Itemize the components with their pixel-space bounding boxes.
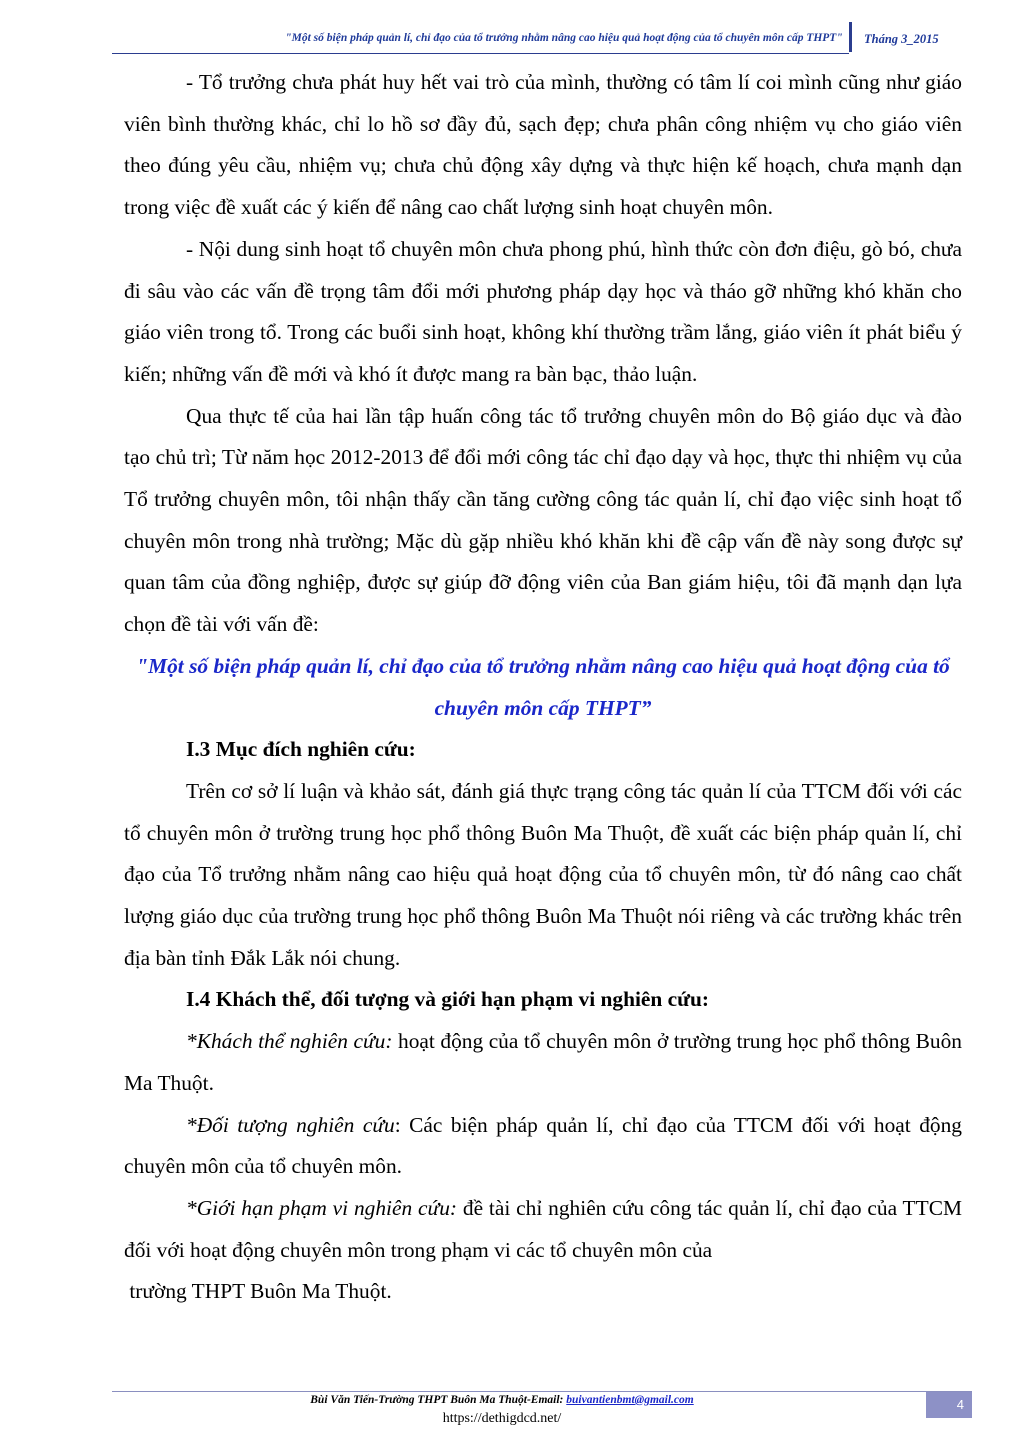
page-header [112,22,967,54]
paragraph-research-object [124,1105,962,1188]
header-date: Tháng 3_2015 [864,32,939,46]
paragraph-research-scope [124,1188,962,1271]
research-scope-last-line: trường THPT Buôn Ma Thuột. [129,1279,392,1304]
header-rule [112,53,849,54]
page-number: 4 [956,1397,964,1412]
header-title: "Một số biện pháp quản lí, chỉ đạo của tổ trưởng nhằm nâng cao hiệu quả hoạt động của tổ chuyên môn cấp THPT" [285,32,843,44]
footer-rule [112,1391,972,1392]
section-heading-1-3: I.3 Mục đích nghiên cứu: [186,737,416,762]
research-subject-label: *Khách thể nghiên cứu: [186,1029,393,1054]
page-footer [112,1394,892,1406]
paragraph-research-scope-end [124,1271,962,1313]
research-scope-label: *Giới hạn phạm vi nghiên cứu: [186,1195,458,1220]
paragraph-research-subject [124,1021,962,1104]
research-object-label: *Đối tượng nghiên cứu [186,1112,395,1137]
research-scope-text: đề tài chỉ nghiên cứu công tác quản lí, chỉ đạo của TTCM đối với hoạt động chuyên môn trong phạm vi các tổ chuyên môn của [124,1195,962,1262]
document-body [124,62,962,1313]
source-url: https://dethigdcd.net/ [442,1411,562,1426]
paragraph-4: Trên cơ sở lí luận và khảo sát, đánh giá thực trạng công tác quản lí của TTCM đối với các tổ chuyên môn ở trường trung học phổ thông Buôn Ma Thuột, đề xuất các biện pháp quản lí, chỉ đạo của Tổ trưởng nhằm nâng cao hiệu quả hoạt động của tổ chuyên môn, từ đó nâng cao chất lượng giáo dục của trường trung học phổ thông Buôn Ma Thuột nói riêng và các trường khác trên địa bàn tỉnh Đắk Lắk nói chung. [124,778,962,970]
research-object-text: : Các biện pháp quản lí, chỉ đạo của TTCM đối với hoạt động chuyên môn của tổ chuyên môn. [124,1112,962,1179]
section-heading-1-4: I.4 Khách thể, đối tượng và giới hạn phạm vi nghiên cứu: [186,987,710,1012]
footer-author: Bùi Văn Tiến-Trường THPT Buôn Ma Thuột-Email: [310,1394,567,1406]
paragraph-1: - Tổ trưởng chưa phát huy hết vai trò của mình, thường có tâm lí coi mình cũng như giáo viên bình thường khác, chỉ lo hồ sơ đầy đủ, sạch đẹp; chưa phân công nhiệm vụ cho giáo viên theo đúng yêu cầu, nhiệm vụ; chưa chủ động xây dựng và thực hiện kế hoạch, chưa mạnh dạn trong việc đề xuất các ý kiến để nâng cao chất lượng sinh hoạt chuyên môn. [124,70,962,220]
paragraph-2: - Nội dung sinh hoạt tổ chuyên môn chưa phong phú, hình thức còn đơn điệu, gò bó, chưa đi sâu vào các vấn đề trọng tâm đổi mới phương pháp dạy học và tháo gỡ những khó khăn cho giáo viên trong tổ. Trong các buổi sinh hoạt, không khí thường trầm lắng, giáo viên ít phát biểu ý kiến; những vấn đề mới và khó ít được mang ra bàn bạc, thảo luận. [124,236,962,386]
research-subject-text: hoạt động của tổ chuyên môn ở trường trung học phổ thông Buôn Ma Thuột. [124,1029,963,1095]
header-separator [849,22,852,52]
topic-title: "Một số biện pháp quản lí, chỉ đạo của tổ trưởng nhằm nâng cao hiệu quả hoạt động của tổ chuyên môn cấp THPT” [136,653,950,720]
page-number-box [926,1392,972,1418]
paragraph-3: Qua thực tế của hai lần tập huấn công tác tổ trưởng chuyên môn do Bộ giáo dục và đào tạo chủ trì; Từ năm học 2012-2013 để đổi mới công tác chỉ đạo dạy và học, thực thi nhiệm vụ của Tổ trưởng chuyên môn, tôi nhận thấy cần tăng cường công tác quản lí, chỉ đạo việc sinh hoạt tổ chuyên môn trong nhà trường; Mặc dù gặp nhiều khó khăn khi đề cập vấn đề này song được sự quan tâm của đồng nghiệp, được sự giúp đỡ động viên của Ban giám hiệu, tôi đã mạnh dạn lựa chọn đề tài với vấn đề: [124,403,962,637]
footer-email-link[interactable]: buivantienbmt@gmail.com [566,1394,694,1406]
